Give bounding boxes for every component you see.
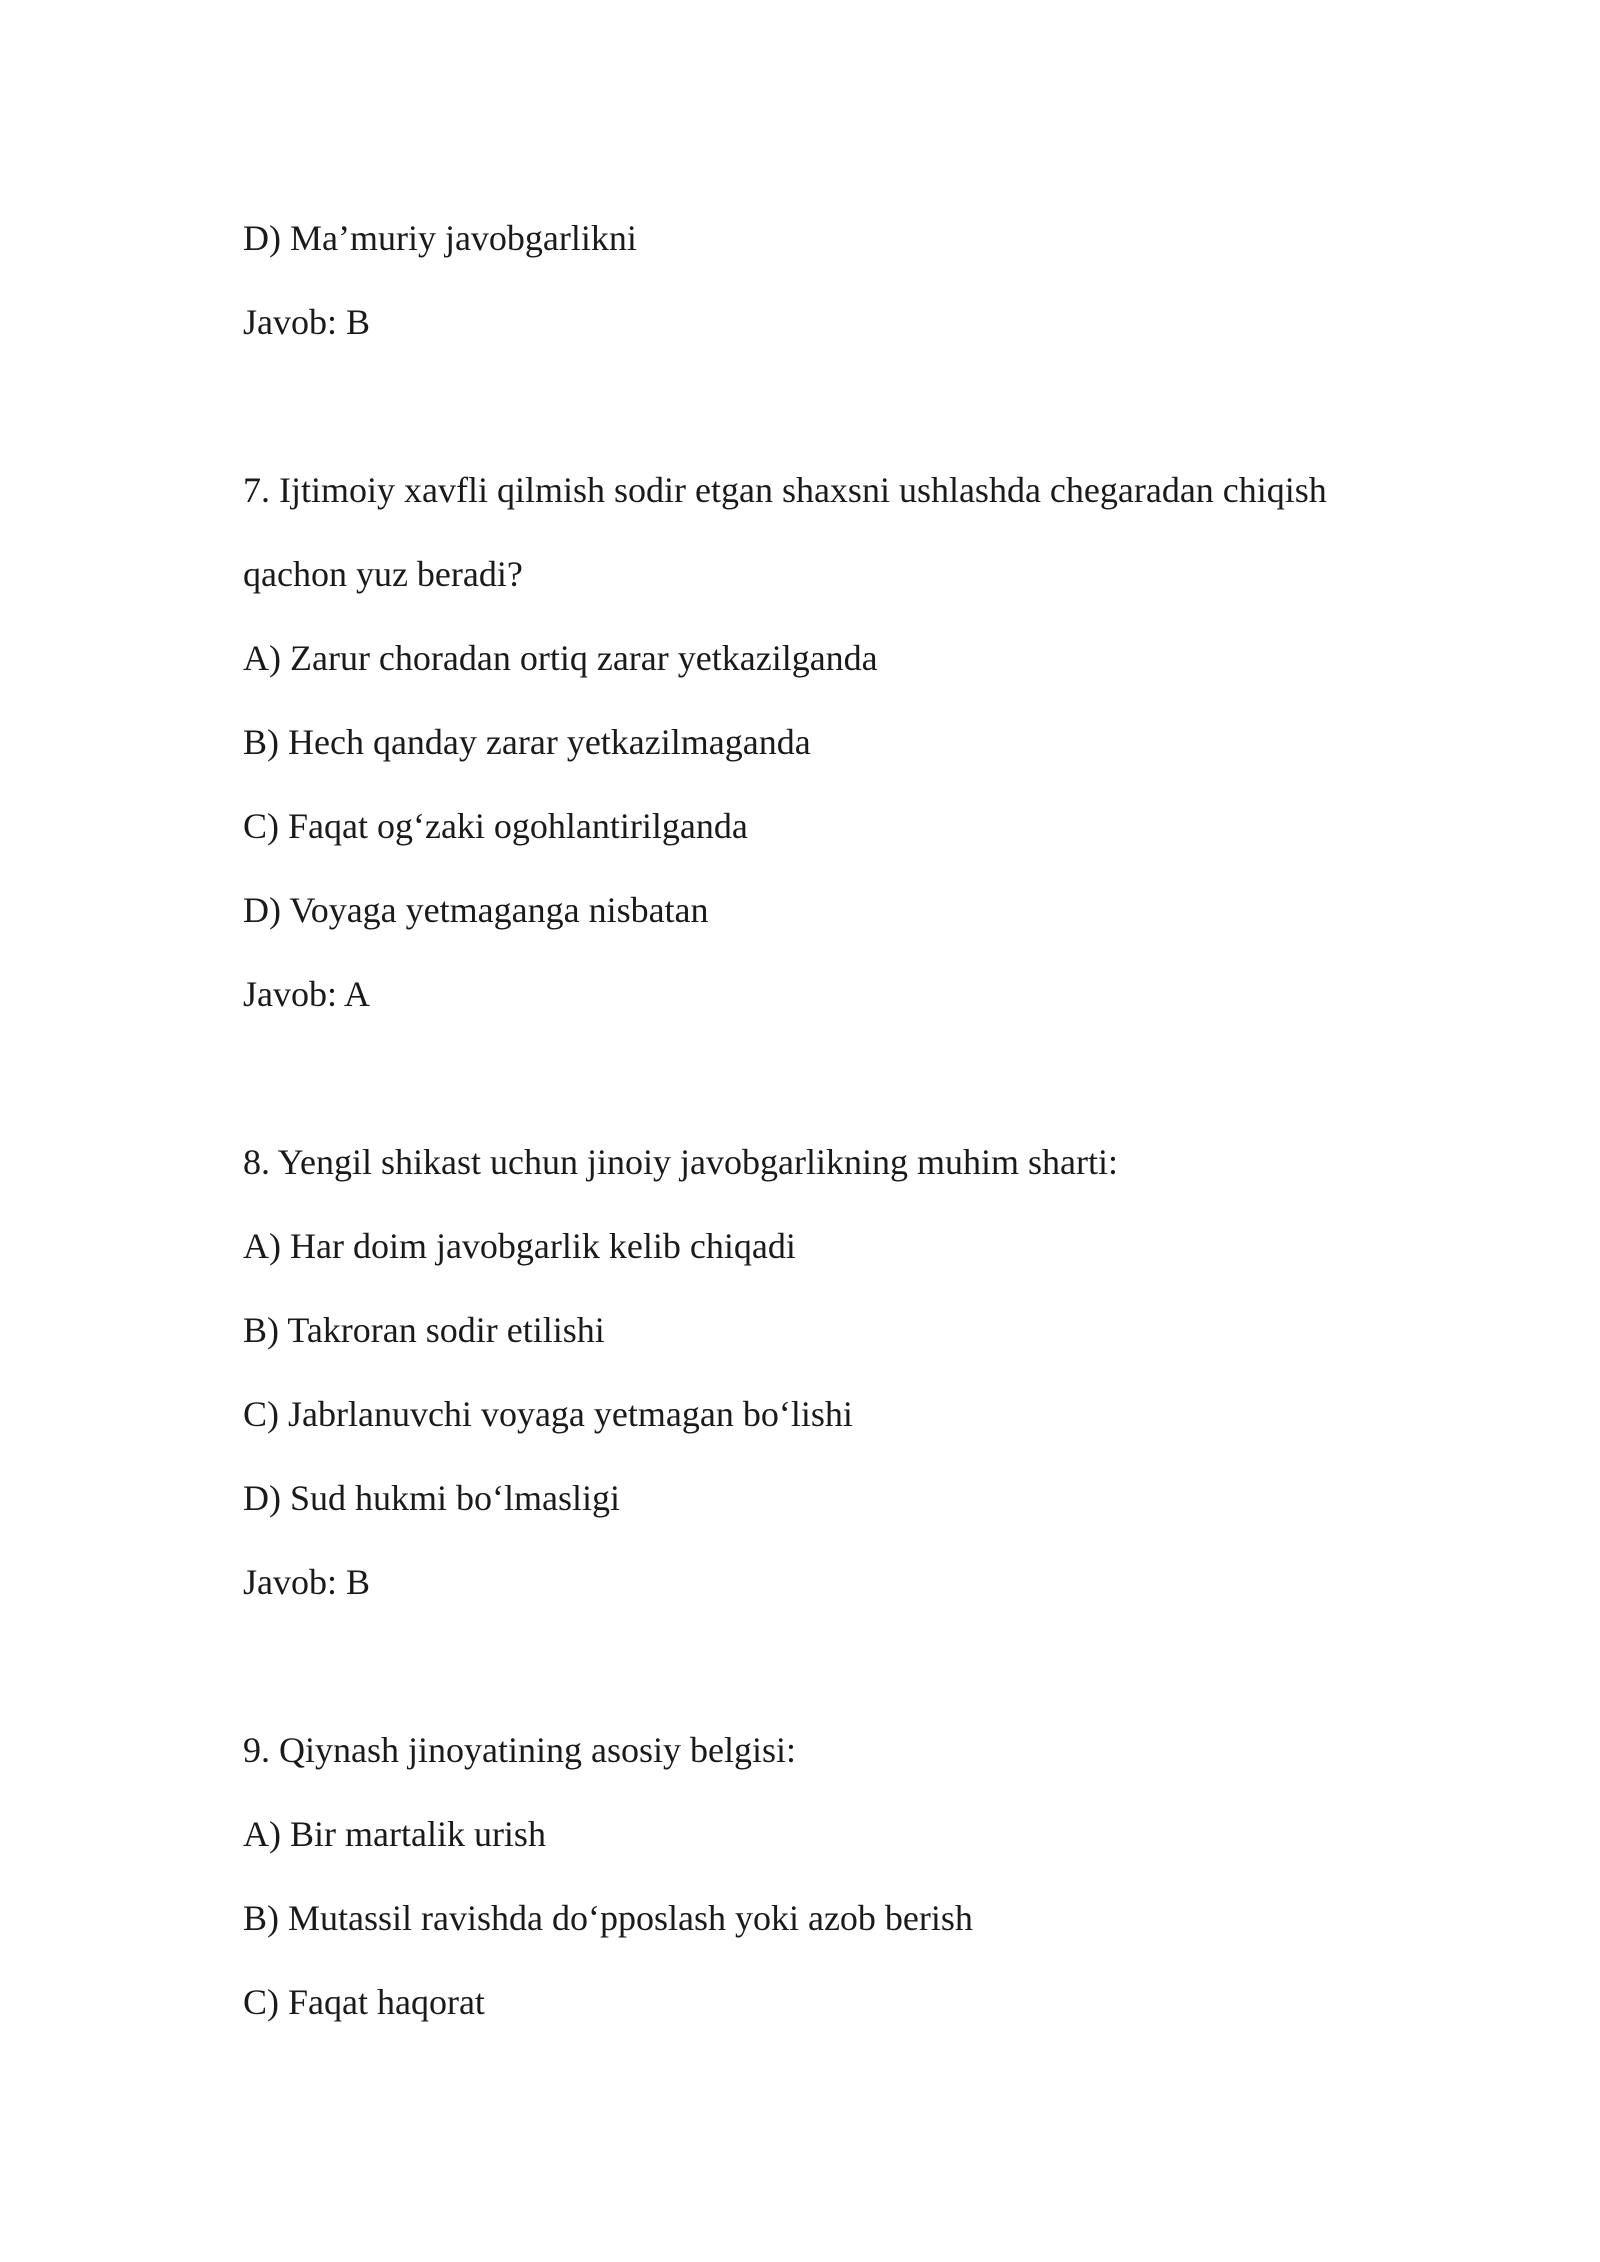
option-d: D) Ma’muriy javobgarlikni <box>243 218 637 258</box>
option-c: C) Faqat og‘zaki ogohlantirilganda <box>243 806 748 846</box>
answer-line: Javob: B <box>243 1562 371 1602</box>
question-text: 7. Ijtimoiy xavfli qilmish sodir etgan shaxsni ushlashda chegaradan chiqish <box>243 470 1327 510</box>
document-body <box>243 205 1403 2053</box>
question-text-continued: qachon yuz beradi? <box>243 554 523 594</box>
option-a: A) Zarur choradan ortiq zarar yetkazilganda <box>243 638 878 678</box>
spacer <box>243 373 1403 457</box>
question-7 <box>243 457 1403 1045</box>
spacer <box>243 1633 1403 1717</box>
answer-line: Javob: B <box>243 302 371 342</box>
option-a: A) Har doim javobgarlik kelib chiqadi <box>243 1226 796 1266</box>
question-text: 8. Yengil shikast uchun jinoiy javobgarlikning muhim sharti: <box>243 1142 1118 1182</box>
answer-line: Javob: A <box>243 974 371 1014</box>
option-d: D) Voyaga yetmaganga nisbatan <box>243 890 709 930</box>
option-b: B) Mutassil ravishda do‘pposlash yoki azob berish <box>243 1898 973 1938</box>
option-c: C) Faqat haqorat <box>243 1982 485 2022</box>
question-9 <box>243 1717 1403 2053</box>
option-a: A) Bir martalik urish <box>243 1814 546 1854</box>
option-b: B) Takroran sodir etilishi <box>243 1310 605 1350</box>
option-b: B) Hech qanday zarar yetkazilmaganda <box>243 722 811 762</box>
spacer <box>243 1045 1403 1129</box>
option-d: D) Sud hukmi bo‘lmasligi <box>243 1478 620 1518</box>
option-c: C) Jabrlanuvchi voyaga yetmagan bo‘lishi <box>243 1394 853 1434</box>
question-text: 9. Qiynash jinoyatining asosiy belgisi: <box>243 1730 796 1770</box>
question-8 <box>243 1129 1403 1633</box>
